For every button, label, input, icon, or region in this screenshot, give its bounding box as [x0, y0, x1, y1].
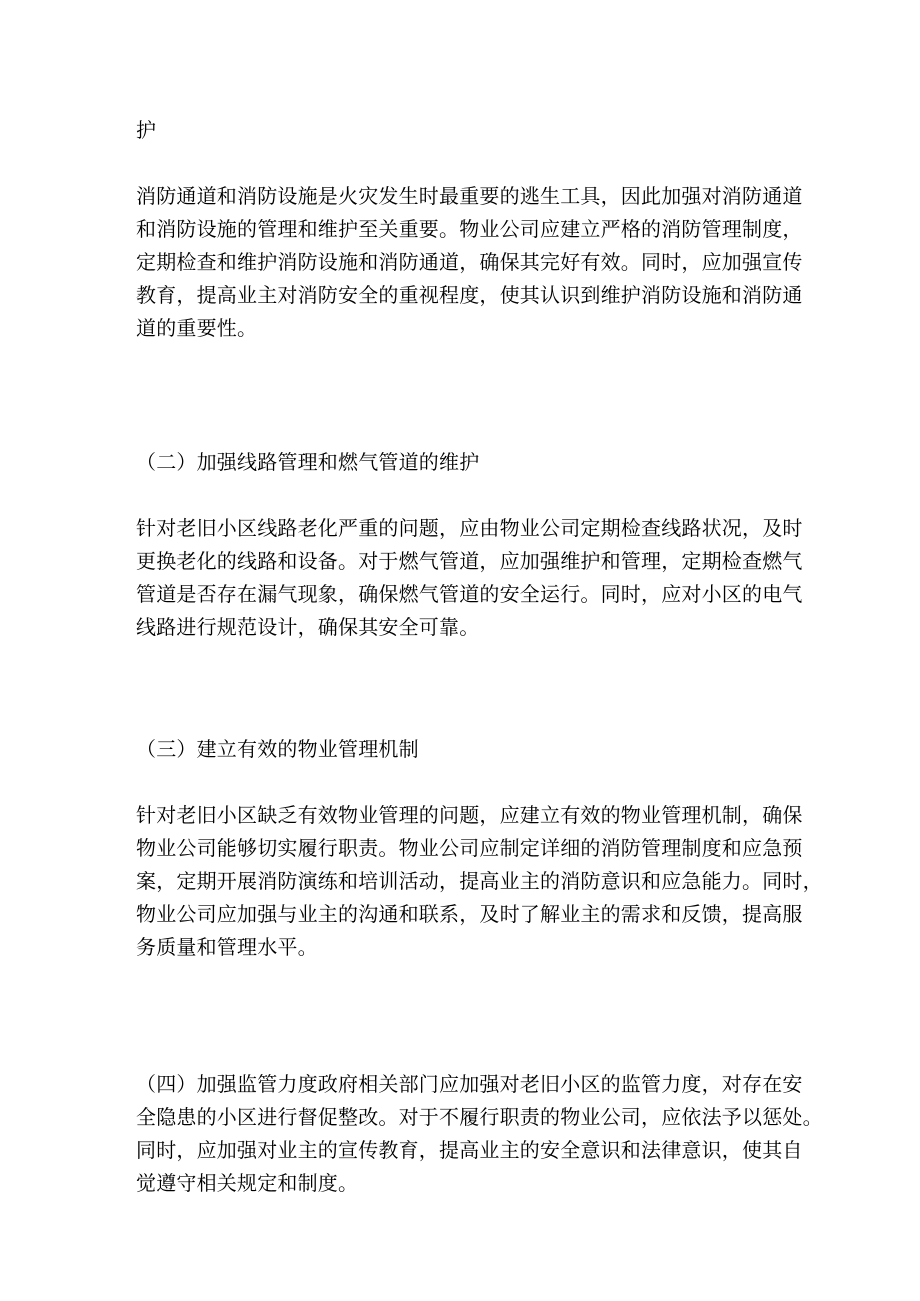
paragraph-line: 物业公司能够切实履行职责。物业公司应制定详细的消防管理制度和应急预 — [136, 836, 803, 860]
paragraph-line: 物业公司应加强与业主的沟通和联系，及时了解业主的需求和反馈，提高服 — [136, 902, 803, 926]
paragraph-line: 更换老化的线路和设备。对于燃气管道，应加强维护和管理，定期检查燃气 — [136, 549, 803, 573]
paragraph-line: 针对老旧小区缺乏有效物业管理的问题，应建立有效的物业管理机制，确保 — [136, 803, 803, 827]
paragraph-line: 管道是否存在漏气现象，确保燃气管道的安全运行。同时，应对小区的电气 — [136, 582, 803, 606]
paragraph-line: 觉遵守相关规定和制度。 — [136, 1171, 359, 1195]
paragraph-line: （四）加强监管力度政府相关部门应加强对老旧小区的监管力度，对存在安 — [136, 1072, 803, 1096]
paragraph-supervision — [136, 1068, 823, 1200]
paragraph-line: 和消防设施的管理和维护至关重要。物业公司应建立严格的消防管理制度， — [136, 217, 803, 241]
paragraph-line: 道的重要性。 — [136, 316, 258, 340]
paragraph-line: 务质量和管理水平。 — [136, 935, 318, 959]
section-heading-2: （二）加强线路管理和燃气管道的维护 — [136, 450, 480, 474]
paragraph-line: 消防通道和消防设施是火灾发生时最重要的逃生工具，因此加强对消防通道 — [136, 184, 803, 208]
paragraph-line: 线路进行规范设计，确保其安全可靠。 — [136, 615, 480, 639]
paragraph-fire-passages — [136, 180, 803, 345]
paragraph-line: 同时，应加强对业主的宣传教育，提高业主的安全意识和法律意识，使其自 — [136, 1138, 803, 1162]
paragraph-line: 定期检查和维护消防设施和消防通道，确保其完好有效。同时，应加强宣传 — [136, 250, 803, 274]
paragraph-line: 全隐患的小区进行督促整改。对于不履行职责的物业公司，应依法予以惩处。 — [136, 1105, 823, 1129]
section-heading-3: （三）建立有效的物业管理机制 — [136, 737, 419, 761]
paragraph-line: 针对老旧小区线路老化严重的问题，应由物业公司定期检查线路状况，及时 — [136, 516, 803, 540]
paragraph-line: 教育，提高业主对消防安全的重视程度，使其认识到维护消防设施和消防通 — [136, 283, 803, 307]
fragment-line: 护 — [136, 118, 157, 142]
paragraph-wiring-gas — [136, 512, 803, 644]
paragraph-property-management — [136, 799, 823, 964]
paragraph-line: 案，定期开展消防演练和培训活动，提高业主的消防意识和应急能力。同时， — [136, 869, 823, 893]
